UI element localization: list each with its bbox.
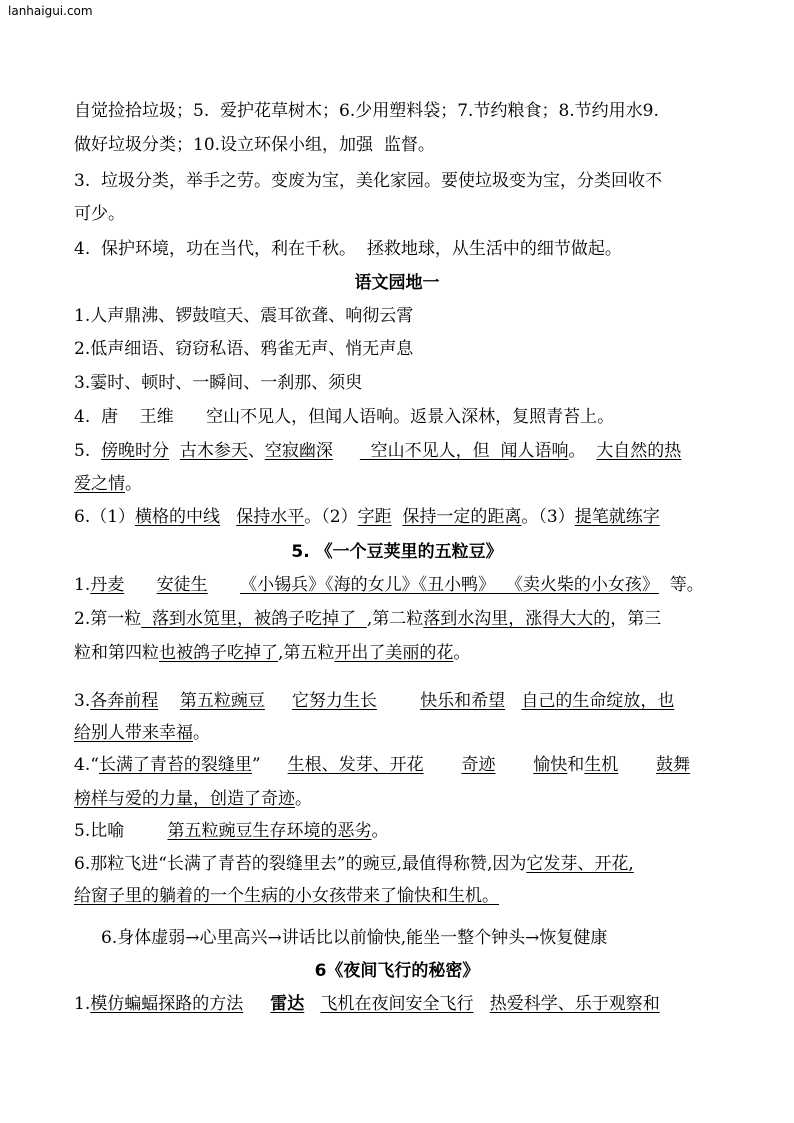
text-line [74,305,413,327]
text-line [74,238,622,260]
underlined-answer: 长满了青苔的裂缝里 [98,755,252,775]
text-line [74,608,661,630]
text-segment [333,441,360,461]
underlined-answer: 第五粒豌豆 [179,691,265,711]
text-segment: 。 [453,643,471,663]
text-segment [377,691,420,711]
text-segment: 2.低声细语、窃窃私语、鸦雀无声、悄无声息 [74,339,414,359]
text-line [74,642,470,664]
underlined-answer: 保持一定的距离 [402,507,522,527]
text-line [74,885,499,907]
underlined-answer: 提笔就练字 [574,507,660,527]
text-segment: 5.比喻 [74,821,168,841]
text-segment: 6.身体虚弱→心里高兴→讲话比以前愉快,能坐一整个钟头→恢复健康 [74,928,608,948]
text-segment: 3. [74,691,91,711]
underlined-answer: 空山不见人，但 闻人语响 [359,441,569,461]
text-segment: 。 [295,789,312,809]
underlined-answer: 落到水沟里，涨得大大的 [423,609,611,629]
text-segment [392,507,403,527]
text-segment: 等。 [658,575,704,595]
text-segment [265,691,292,711]
text-segment: 3. 垃圾分类，举手之劳。变废为宝，美化家园。要使垃圾变为宝，分类回收不 [74,171,663,191]
underlined-answer: 落到水笕里，被鸽子吃掉了 [141,609,367,629]
text-segment [208,575,240,595]
text-line [74,440,681,462]
underlined-answer: 第五粒豌豆生存环境的恶劣 [167,821,372,841]
underlined-answer: 给别人带来幸福 [74,723,193,743]
underlined-answer: 快乐和希望 [420,691,506,711]
text-segment: 1.人声鼎沸、锣鼓喧天、震耳欲聋、响彻云霄 [74,306,414,326]
underlined-answer: 生机 [584,755,619,775]
underlined-answer: 空寂幽深 [264,441,333,461]
text-segment: 6.（1） [74,507,136,527]
underlined-answer: 奇迹 [461,755,496,775]
underlined-answer: 横格的中线 [135,507,221,527]
text-line [74,506,660,528]
text-line [74,853,634,875]
underlined-answer: 生根、发芽、开花 [287,755,424,775]
text-segment: 。 [125,474,142,494]
text-segment [220,507,236,527]
text-segment: 6.那粒飞进“长满了青苔的裂缝里去”的豌豆,最值得称赞,因为 [74,854,527,874]
text-segment: 。 [371,821,389,841]
text-segment: 。（2） [304,507,358,527]
text-segment: 做好垃圾分类；10.设立环保小组，加强 监督。 [74,135,435,155]
underlined-answer: 飞机在夜间安全飞行 [320,994,474,1014]
text-line [74,722,210,744]
text-segment: ” [251,755,288,775]
text-segment [618,755,656,775]
text-segment [124,575,156,595]
underlined-answer: 自己的生命绽放，也 [521,691,675,711]
underlined-answer: 榜样与爱的力量，创造了奇迹 [74,789,295,809]
text-line [74,754,690,776]
text-line [74,473,142,495]
text-line [74,100,659,122]
text-segment [473,994,489,1014]
text-segment [304,994,320,1014]
text-segment: ，第三 [610,609,662,629]
text-line [74,134,435,156]
underlined-answer: 鼓舞 [656,755,691,775]
underlined-answer: 它努力生长 [291,691,377,711]
underlined-answer: 开出了美丽的花 [334,643,454,663]
site-watermark: lanhaigui.com [8,4,93,18]
text-segment: 可少。 [74,204,125,224]
section-heading: 语文园地一 [354,273,440,293]
text-segment [243,994,270,1014]
text-line [74,927,607,949]
text-segment: 4. 保护环境，功在当代，利在千秋。 拯救地球，从生活中的细节做起。 [74,239,622,259]
text-segment: 5. [74,441,102,461]
text-line [74,170,662,192]
text-segment: 自觉捡拾垃圾；5. 爱护花草树木；6.少用塑料袋；7.节约粮食；8.节约用水9. [74,101,659,121]
text-line [74,406,614,428]
text-line [74,820,388,842]
underlined-answer: 各奔前程 [90,691,159,711]
underlined-answer: 它发芽、开花, [526,854,634,874]
text-line [74,788,312,810]
section-heading: 6《夜间飞行的秘密》 [314,961,480,981]
section-heading: 5. 《一个豆荚里的五粒豆》 [291,542,503,562]
underlined-answer: 雷达 [270,994,305,1014]
underlined-answer: 大自然的热 [596,441,682,461]
text-segment: 1. [74,994,91,1014]
underlined-answer: 也被鸽子吃掉了 [159,643,278,663]
text-segment [505,691,521,711]
text-segment: 3.霎时、顿时、一瞬间、一刹那、须臾 [74,373,363,393]
text-segment: 、 [247,441,265,461]
text-segment [424,755,462,775]
text-segment [495,755,533,775]
text-line [74,574,704,596]
text-line [74,372,362,394]
underlined-answer: 热爱科学、乐于观察和 [489,994,660,1014]
text-segment: 粒和第四粒 [74,643,159,663]
text-segment: 2.第一粒 [74,609,142,629]
text-line [74,993,660,1015]
text-segment: ,第五粒 [278,643,335,663]
text-segment: 和 [567,755,585,775]
underlined-answer: 丹麦 [90,575,125,595]
text-segment: ,第二粒 [366,609,424,629]
underlined-answer: 傍晚时分 [101,441,170,461]
underlined-answer: 保持水平 [236,507,305,527]
text-segment: 。 [568,441,597,461]
underlined-answer: 安徒生 [156,575,208,595]
text-segment: 。 [193,723,210,743]
underlined-answer: 愉快 [533,755,568,775]
underlined-answer: 字距 [357,507,392,527]
text-segment: 1. [74,575,91,595]
text-line [74,690,674,712]
text-segment [158,691,180,711]
underlined-answer: 爱之情 [74,474,125,494]
underlined-answer: 模仿蝙蝠探路的方法 [90,994,244,1014]
text-segment: 。（3） [521,507,575,527]
underlined-answer: 《小锡兵》《海的女儿》《丑小鸭》 《卖火柴的小女孩》 [240,575,659,595]
text-segment: 4. 唐 王维 空山不见人，但闻人语响。返景入深林，复照青苔上。 [74,407,615,427]
text-segment [169,441,180,461]
underlined-answer: 给窗子里的躺着的一个生病的小女孩带来了愉快和生机。 [74,886,499,906]
underlined-answer: 古木参天 [179,441,248,461]
text-line [74,203,125,225]
text-line [74,338,413,360]
text-segment: 4.“ [74,755,99,775]
